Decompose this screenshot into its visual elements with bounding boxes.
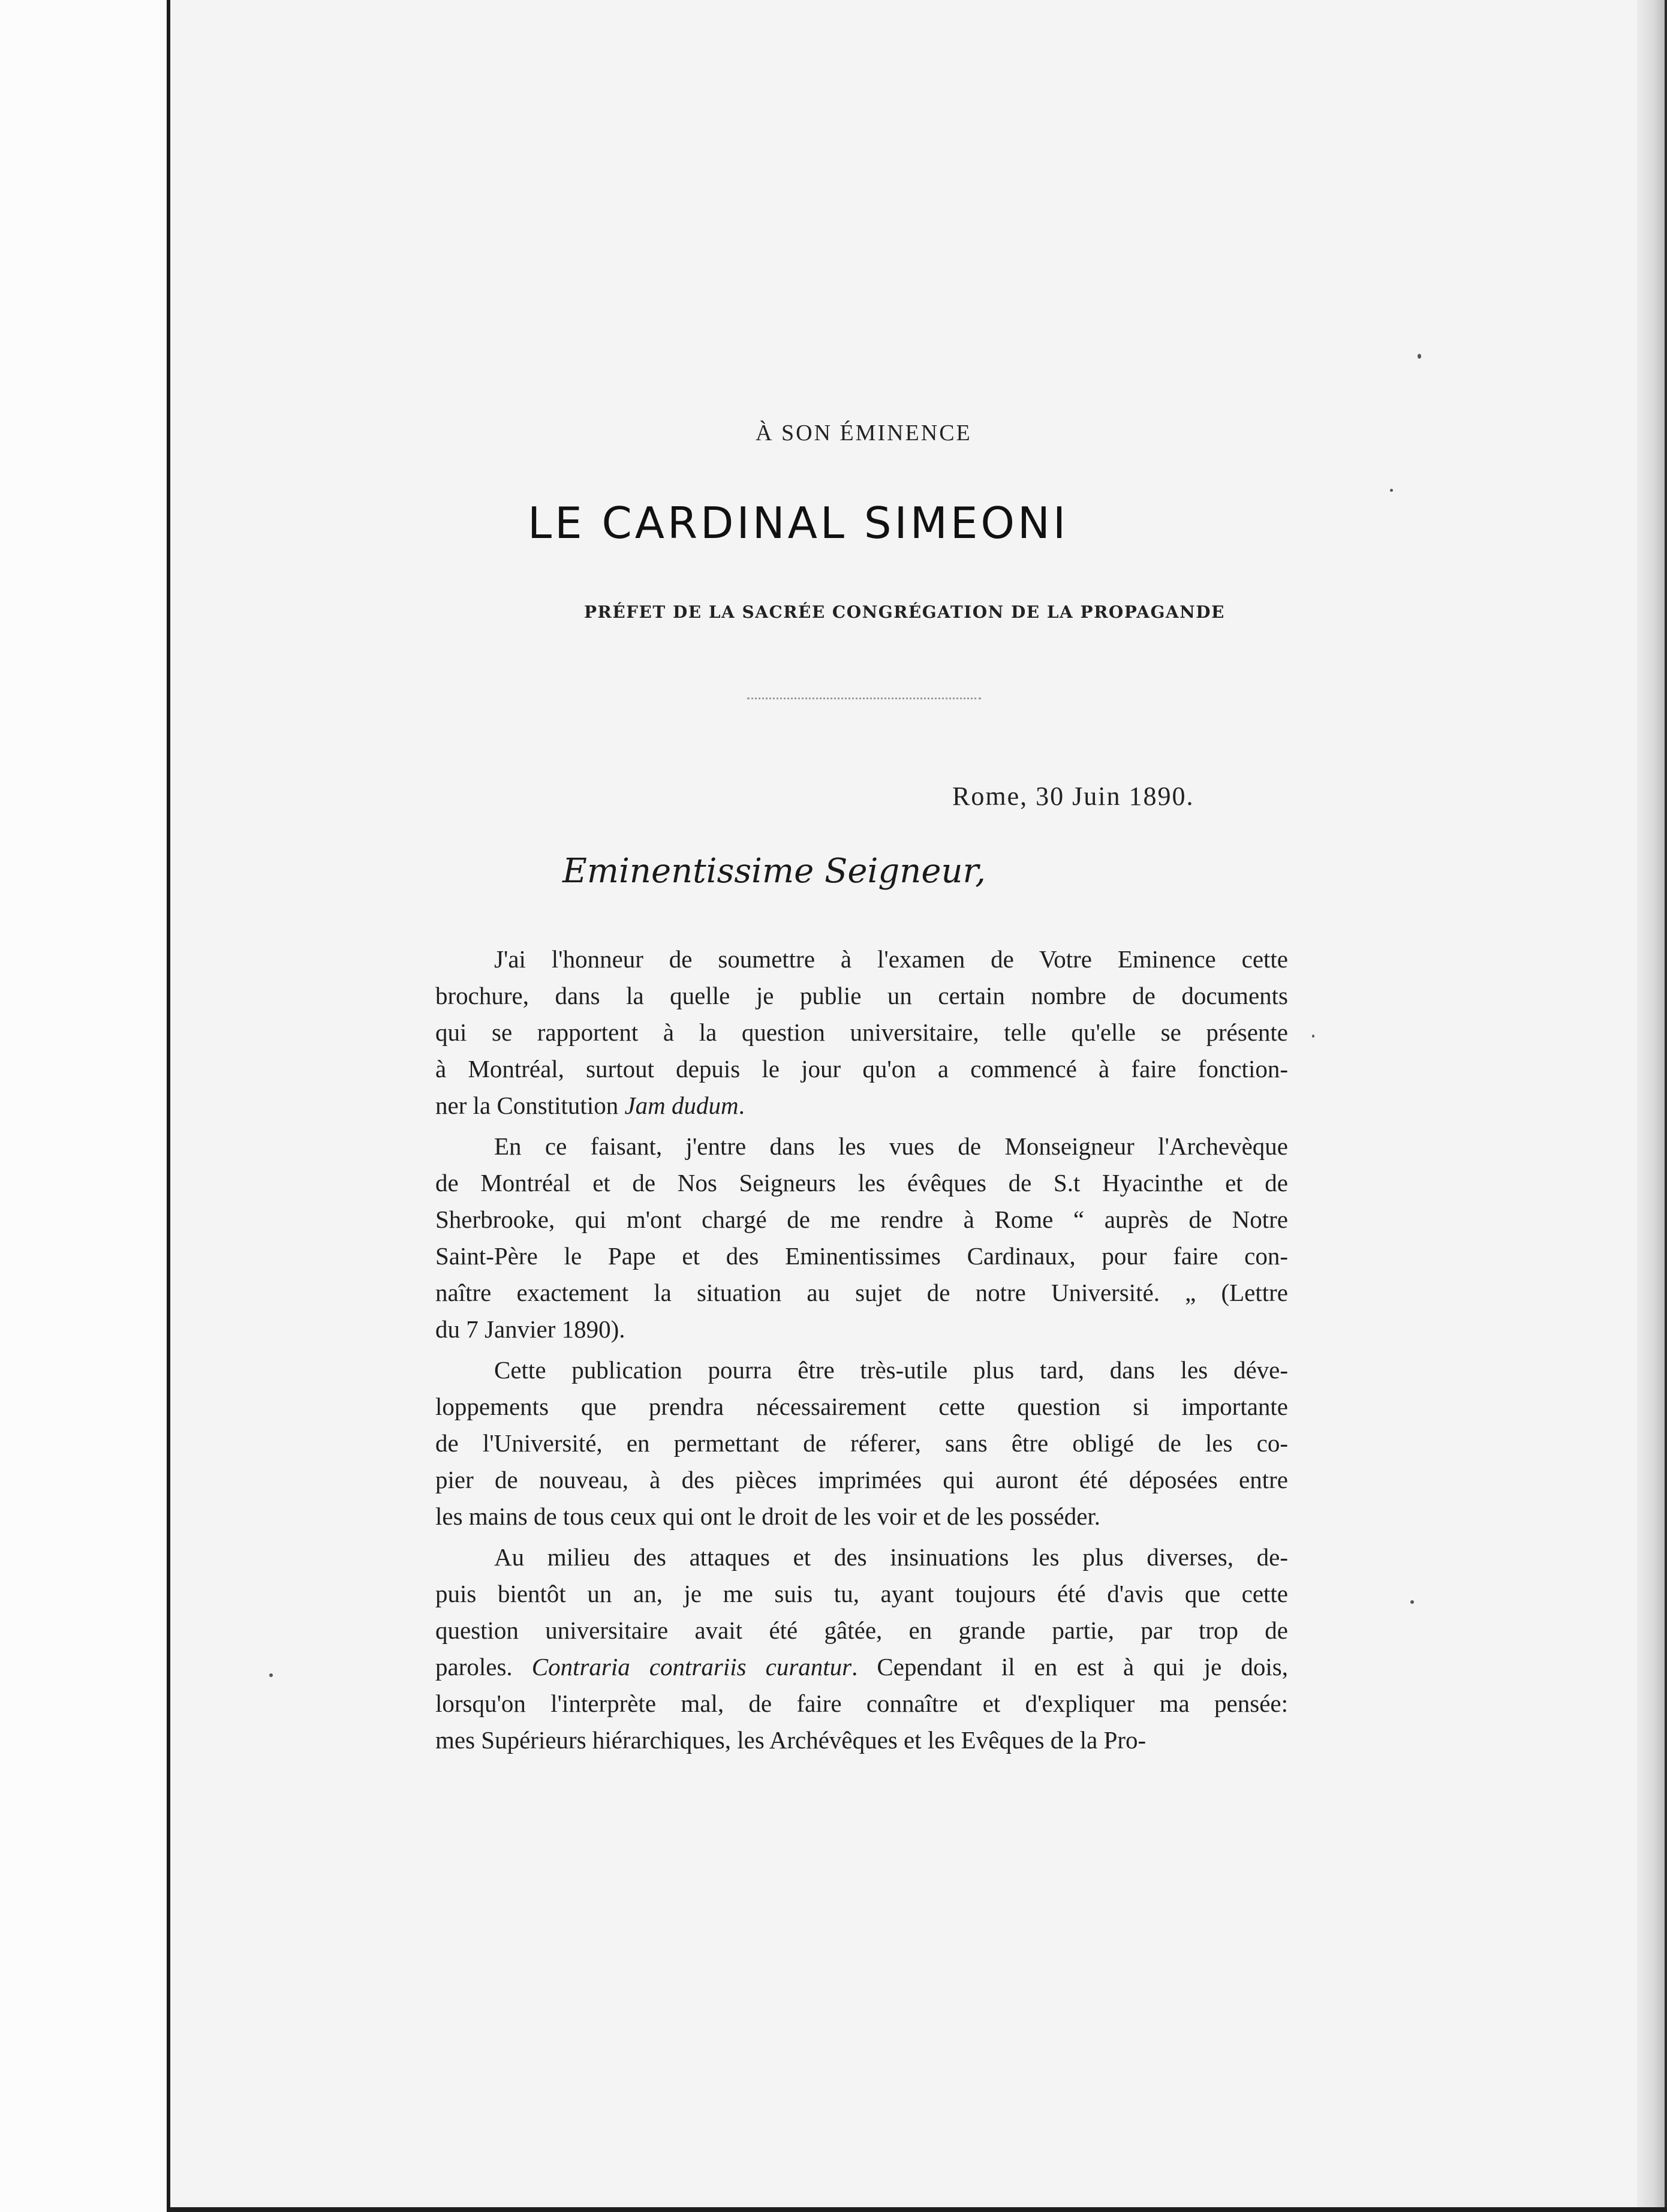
text-line	[435, 1311, 1288, 1348]
bottom-page-border	[170, 2207, 1667, 2212]
right-gutter-shadow	[1637, 0, 1665, 2212]
text-run: les mains de tous ceux qui ont le droit de les voir et de les posséder.	[435, 1502, 1101, 1530]
paragraph	[435, 1128, 1288, 1348]
text-line	[435, 1128, 1288, 1165]
dedication-title: LE CARDINAL SIMEONI	[528, 498, 1069, 548]
text-run: de Montréal et de Nos Seigneurs les évêques de S.t Hyacinthe et de	[435, 1169, 1288, 1197]
text-line	[435, 1388, 1288, 1425]
dedication-subtitle: PRÉFET DE LA SACRÉE CONGRÉGATION DE LA PROPAGANDE	[584, 602, 1225, 622]
text-run: J'ai l'honneur de soumettre à l'examen de Votre Eminence cette	[494, 945, 1288, 973]
italic-phrase: Contraria contrariis curantur	[531, 1653, 852, 1681]
text-line	[435, 1722, 1288, 1759]
text-line	[435, 1685, 1288, 1722]
text-run: . Cependant il en est à qui je dois,	[851, 1653, 1288, 1681]
text-run: à Montréal, surtout depuis le jour qu'on a commencé à faire fonction-	[435, 1055, 1288, 1083]
text-run: qui se rapportent à la question universitaire, telle qu'elle se présente	[435, 1018, 1288, 1046]
text-run: Sherbrooke, qui m'ont chargé de me rendre à Rome “ auprès de Notre	[435, 1206, 1288, 1233]
text-run: loppements que prendra nécessairement cette question si importante	[435, 1393, 1288, 1420]
text-run: lorsqu'on l'interprète mal, de faire connaître et d'expliquer ma pensée:	[435, 1690, 1288, 1717]
text-line	[435, 1051, 1288, 1087]
text-run: mes Supérieurs hiérarchiques, les Archévêques et les Evêques de la Pro-	[435, 1726, 1147, 1754]
text-run: ner la Constitution	[435, 1092, 625, 1119]
text-run: de l'Université, en permettant de réferer, sans être obligé de les co-	[435, 1429, 1288, 1457]
text-line	[435, 1462, 1288, 1498]
right-page-border	[1665, 0, 1667, 2212]
paragraph-gap	[435, 1124, 1288, 1128]
dateline: Rome, 30 Juin 1890.	[952, 782, 1194, 811]
text-line	[435, 1014, 1288, 1051]
text-line	[435, 1352, 1288, 1388]
text-line	[435, 1238, 1288, 1275]
left-page-edge	[0, 0, 169, 2212]
ornamental-rule	[747, 698, 981, 699]
salutation: Eminentissime Seigneur,	[562, 852, 986, 891]
text-line	[435, 1498, 1288, 1535]
text-line	[435, 1165, 1288, 1201]
text-run: du 7 Janvier 1890).	[435, 1315, 625, 1343]
text-run: question universitaire avait été gâtée, en grande partie, par trop de	[435, 1616, 1288, 1644]
paragraph	[435, 1352, 1288, 1535]
text-run: puis bientôt un an, je me suis tu, ayant toujours été d'avis que cette	[435, 1580, 1288, 1607]
text-line	[435, 1201, 1288, 1238]
text-run: .	[738, 1092, 745, 1119]
dedication-line: À SON ÉMINENCE	[756, 420, 972, 446]
text-run: Cette publication pourra être très-utile plus tard, dans les déve-	[494, 1356, 1288, 1384]
scan-speck	[269, 1673, 273, 1677]
paragraph-gap	[435, 1348, 1288, 1352]
text-line	[435, 941, 1288, 978]
text-line	[435, 1649, 1288, 1685]
paragraph-gap	[435, 1535, 1288, 1539]
text-run: Saint-Père le Pape et des Eminentissimes Cardinaux, pour faire con-	[435, 1242, 1288, 1270]
scan-speck	[1418, 354, 1421, 359]
scan-speck	[1410, 1600, 1414, 1604]
text-line	[435, 1612, 1288, 1649]
paragraph	[435, 1539, 1288, 1759]
scan-speck	[1312, 1035, 1314, 1038]
text-run: naître exactement la situation au sujet de notre Université. „ (Lettre	[435, 1279, 1288, 1306]
text-run: brochure, dans la quelle je publie un certain nombre de documents	[435, 982, 1288, 1009]
text-line	[435, 1576, 1288, 1612]
text-line	[435, 1425, 1288, 1462]
letter-body	[435, 941, 1288, 1759]
text-line	[435, 1275, 1288, 1311]
text-run: Au milieu des attaques et des insinuations les plus diverses, de-	[494, 1543, 1288, 1571]
scan-speck	[1390, 489, 1393, 492]
text-line	[435, 978, 1288, 1014]
text-line	[435, 1539, 1288, 1576]
text-run: pier de nouveau, à des pièces imprimées qui auront été déposées entre	[435, 1466, 1288, 1493]
text-run: paroles.	[435, 1653, 532, 1681]
paragraph	[435, 941, 1288, 1124]
text-line	[435, 1087, 1288, 1124]
text-run: En ce faisant, j'entre dans les vues de Monseigneur l'Archevèque	[494, 1132, 1288, 1160]
italic-phrase: Jam dudum	[624, 1092, 739, 1119]
